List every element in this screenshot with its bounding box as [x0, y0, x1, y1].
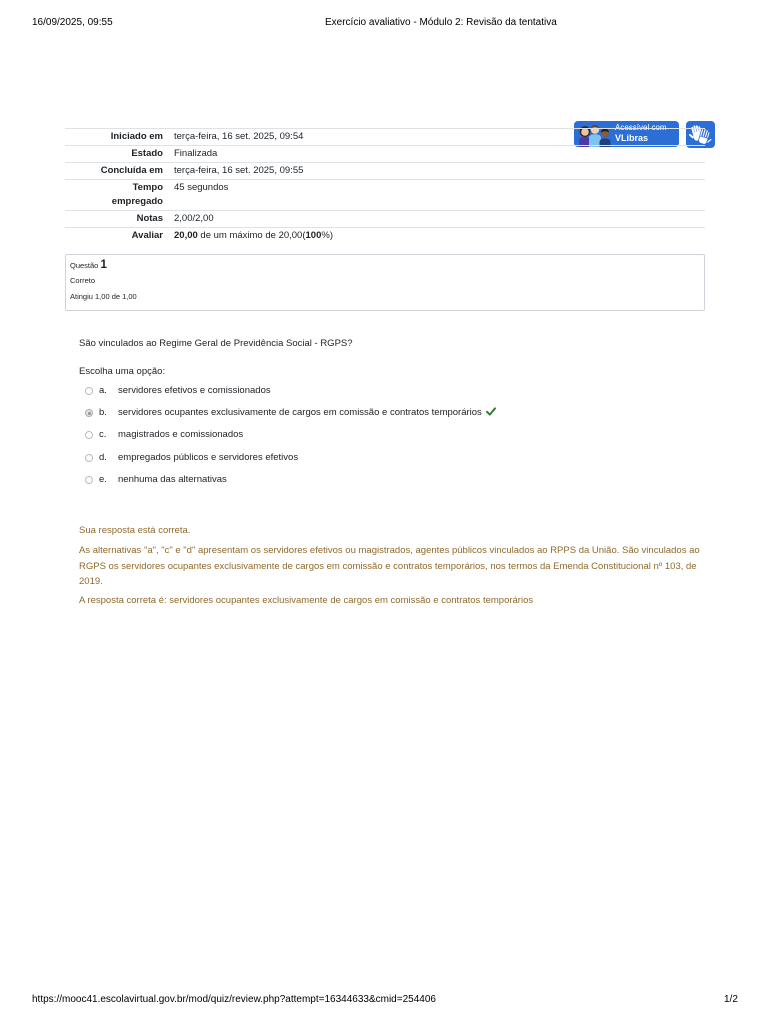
- summary-label: Estado: [131, 148, 163, 159]
- radio-button[interactable]: [85, 387, 93, 395]
- summary-row-time-taken: [65, 179, 705, 210]
- summary-value: terça-feira, 16 set. 2025, 09:54: [174, 131, 304, 142]
- grade-max-text: de um máximo de 20,00(: [200, 230, 306, 241]
- option-label: [118, 473, 227, 487]
- summary-row-marks: [65, 210, 705, 227]
- radio-button[interactable]: [85, 476, 93, 484]
- answer-option-a[interactable]: [79, 384, 679, 406]
- summary-row-started: [65, 128, 705, 145]
- radio-button[interactable]: [85, 454, 93, 462]
- question-info-box: [65, 254, 705, 311]
- specific-feedback: Sua resposta está correta.: [79, 525, 191, 536]
- summary-row-completed: [65, 162, 705, 179]
- general-feedback: As alternativas "a", "c" e "d" apresentam os servidores efetivos ou magistrados, agentes públicos vinculados ao RPPS da União. São vinculados ao RGPS os servidores ocupantes exclusivamente de cargos em comissão e contratos temporários, nos termos da Emenda Constitucional nº 103, de 2019.: [79, 545, 700, 587]
- right-answer: A resposta correta é: servidores ocupantes exclusivamente de cargos em comissão e contratos temporários: [79, 595, 534, 606]
- answer-prompt: Escolha uma opção:: [79, 366, 166, 377]
- summary-row-state: [65, 145, 705, 162]
- grade-score: 20,00: [174, 230, 198, 241]
- option-letter: c.: [99, 429, 107, 441]
- question-state: Correto: [70, 276, 96, 285]
- question-number: [70, 258, 107, 273]
- answer-options: [79, 384, 679, 495]
- summary-row-grade: [65, 227, 705, 244]
- check-icon: [486, 407, 496, 416]
- question-grade: Atingiu 1,00 de 1,00: [70, 292, 137, 301]
- print-header-datetime: 16/09/2025, 09:55: [32, 17, 113, 28]
- option-label: [118, 428, 243, 442]
- summary-label: Iniciado em: [110, 131, 163, 142]
- option-text: servidores efetivos e comissionados: [118, 385, 271, 396]
- answer-option-c[interactable]: [79, 428, 679, 450]
- option-label: [118, 384, 271, 398]
- option-text: servidores ocupantes exclusivamente de cargos em comissão e contratos temporários: [118, 407, 482, 419]
- option-text: empregados públicos e servidores efetivos: [118, 451, 299, 463]
- attempt-summary-table: [65, 128, 705, 244]
- option-letter: d.: [99, 451, 107, 463]
- answer-option-b[interactable]: [79, 406, 679, 428]
- option-letter: e.: [99, 473, 107, 485]
- question-number-value: 1: [100, 259, 107, 271]
- grade-percent: 100: [305, 230, 322, 241]
- vlibras-badge-line2: VLibras: [615, 133, 649, 143]
- option-label: [118, 451, 298, 465]
- print-header-title: Exercício avaliativo - Módulo 2: Revisão da tentativa: [325, 17, 557, 28]
- option-label: [118, 406, 496, 420]
- option-text: magistrados e comissionados: [118, 429, 244, 441]
- radio-button[interactable]: [85, 409, 93, 417]
- answer-option-e[interactable]: [79, 473, 679, 495]
- print-footer-url: https://mooc41.escolavirtual.gov.br/mod/quiz/review.php?attempt=16344633&cmid=254406: [32, 994, 436, 1005]
- print-footer-page-number: 1/2: [724, 994, 738, 1005]
- question-text: São vinculados ao Regime Geral de Previdência Social - RGPS?: [79, 338, 353, 349]
- summary-label: Tempo empregado: [111, 182, 163, 207]
- grade-percent-suffix: %): [321, 230, 333, 241]
- answer-option-d[interactable]: [79, 451, 679, 473]
- option-text: nenhuma das alternativas: [118, 473, 227, 485]
- summary-value: terça-feira, 16 set. 2025, 09:55: [174, 165, 304, 176]
- question-number-label: Questão: [70, 261, 99, 270]
- summary-label: Concluída em: [100, 165, 163, 176]
- summary-label: Notas: [136, 213, 163, 224]
- summary-value: Finalizada: [174, 148, 218, 159]
- summary-value: 2,00/2,00: [174, 213, 214, 224]
- vlibras-badge-line1: Acessível com: [615, 123, 667, 132]
- summary-label: Avaliar: [131, 230, 163, 241]
- radio-button[interactable]: [85, 431, 93, 439]
- summary-value: 45 segundos: [174, 182, 229, 193]
- option-letter: b.: [99, 407, 107, 419]
- summary-value: [174, 229, 333, 243]
- option-letter: a.: [99, 385, 107, 396]
